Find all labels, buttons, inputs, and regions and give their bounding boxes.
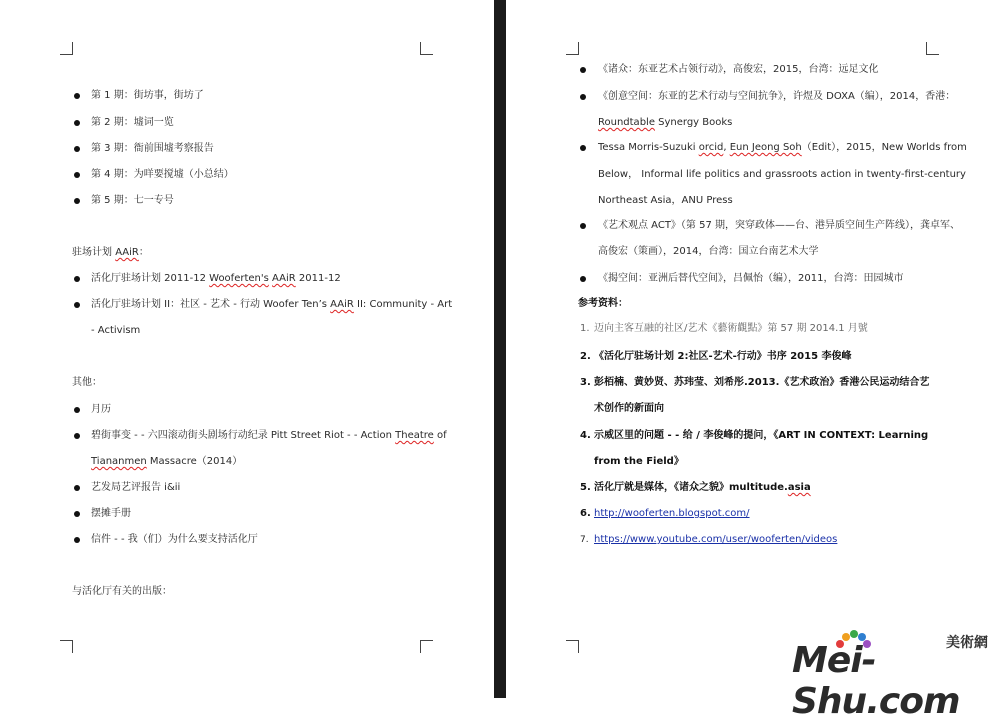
list-item: 碧街事变 - - 六四滚动街头剧场行动纪录 Pitt Street Riot - - Action Theatre of [91,430,447,441]
list-item: 摆摊手册 [91,508,131,519]
list-item: 月历 [91,404,111,415]
list-item: 第 2 期：墟词一览 [91,117,174,128]
list-item: 第 1 期：街坊事，街坊了 [91,90,204,101]
section-heading: 与活化厅有关的出版： [72,586,172,597]
list-item: 第 5 期：七一专号 [91,195,174,206]
ref-text: 活化厅就是媒体，《诸众之貌》multitude.asia [594,482,811,493]
crop-mark [566,640,579,653]
list-item-continuation: Roundtable Synergy Books [598,117,733,128]
list-item: 《艺术观点 ACT》（第 57 期，突穿政体——台、港异质空间生产阵线），龚卓军、 [598,220,961,231]
list-item: 《揭空间：亚洲后替代空间》，吕佩怡（编），2011，台湾：田园城市 [598,273,904,284]
crop-mark [566,42,579,55]
bullet [580,276,586,282]
list-item: 第 3 期：衙前围墟考察报告 [91,143,214,154]
ref-number: 2. [580,351,591,362]
crop-mark [926,42,939,55]
bullet [74,433,80,439]
crop-mark [420,42,433,55]
ref-number: 6. [580,508,591,519]
ref-text-continuation: 术创作的新面向 [594,403,664,414]
youtube-link[interactable]: https://www.youtube.com/user/wooferten/videos [594,534,838,545]
ref-text: 《活化厅驻场计划 2:社区-艺术-行动》书序 2015 李俊峰 [594,351,852,362]
list-item-continuation: - Activism [91,325,141,336]
list-item: 活化厅驻场计划 2011-12 Wooferten's AAiR 2011-12 [91,273,341,284]
ref-number: 1. [580,323,590,334]
bullet [580,223,586,229]
ref-text: 示威区里的问题 - - 给 / 李俊峰的提问，《ART IN CONTEXT: Learning [594,430,929,441]
document-page-right [506,0,1000,698]
bullet [74,302,80,308]
list-item: 第 4 期：为咩要搅墟（小总结） [91,169,234,180]
section-heading: 参考资料： [578,298,628,309]
bullet [74,276,80,282]
logo-text: Mei-Shu.com [792,640,960,722]
list-item-continuation: Below， Informal life politics and grassroots action in twenty-first-century [598,169,966,180]
bullet [74,172,80,178]
list-item-continuation: Northeast Asia，ANU Press [598,195,733,206]
section-heading: 其他： [72,377,102,388]
ref-number: 3. [580,377,591,388]
ref-number: 5. [580,482,591,493]
list-item: 活化厅驻场计划 II：社区 - 艺术 - 行动 Woofer Ten’s AAiR II: Community - Art [91,299,453,310]
bullet [580,67,586,73]
bullet [74,93,80,99]
bullet [74,511,80,517]
bullet [74,120,80,126]
blog-link[interactable]: http://wooferten.blogspot.com/ [594,508,750,519]
crop-mark [420,640,433,653]
document-page-left [0,0,494,698]
list-item: Tessa Morris-Suzuki orcid, Eun Jeong Soh（Edit），2015，New Worlds from [598,142,967,153]
bullet [580,94,586,100]
list-item: 信件 - - 我（们）为什么要支持活化厅 [91,534,258,545]
page-divider [494,0,506,698]
ref-text-continuation: from the Field》 [594,456,684,467]
section-heading: 驻场计划 AAiR： [72,247,149,258]
bullet [74,198,80,204]
logo-chinese-text: 美術網 [946,635,988,651]
bullet [74,146,80,152]
crop-mark [60,42,73,55]
ref-text: 彭栢楠、黄妙贤、苏玮莹、刘希彤.2013.《艺术政治》香港公民运动结合艺 [594,377,930,388]
ref-number: 7. [580,535,589,545]
list-item: 艺发局艺评报告 i&ii [91,482,181,493]
bullet [74,485,80,491]
list-item-continuation: 高俊宏（策画），2014，台湾：国立台南艺术大学 [598,246,819,257]
bullet [74,537,80,543]
list-item-continuation: Tiananmen Massacre（2014） [91,456,243,467]
crop-mark [60,640,73,653]
bullet [74,407,80,413]
ref-text: 迈向主客互融的社区/艺术《藝術觀點》第 57 期 2014.1 月號 [594,323,868,334]
mei-shu-logo [792,630,992,722]
bullet [580,145,586,151]
list-item: 《诸众：东亚艺术占领行动》，高俊宏，2015，台湾：远足文化 [598,64,879,75]
list-item: 《创意空间：东亚的艺术行动与空间抗争》，许煜及 DOXA（编），2014，香港： [598,91,956,102]
ref-number: 4. [580,430,591,441]
